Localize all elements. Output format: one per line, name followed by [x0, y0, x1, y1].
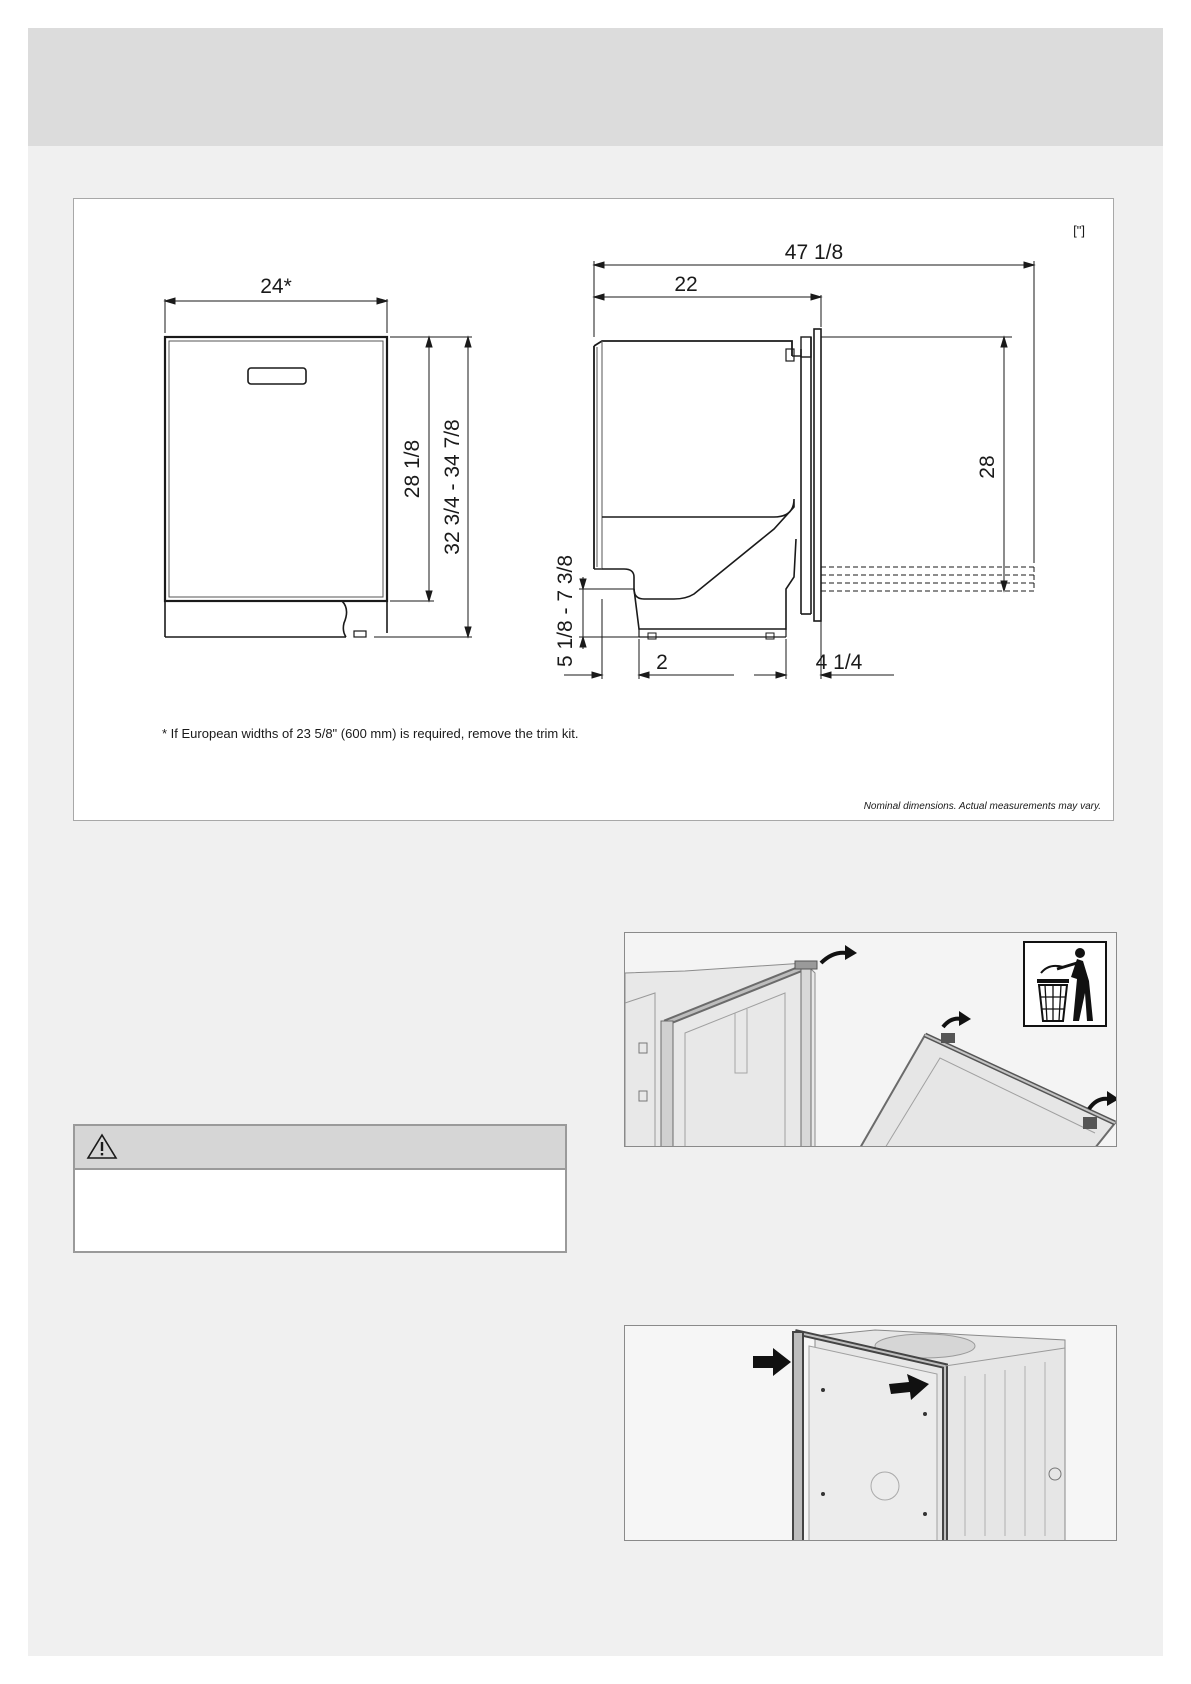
footnote — [162, 726, 578, 741]
front-height-total-label: 32 3/4 - 34 7/8 — [441, 419, 464, 555]
warning-box — [73, 1124, 567, 1253]
warning-header — [75, 1126, 565, 1170]
front-view-appliance — [165, 337, 387, 637]
side-view-appliance — [594, 329, 1034, 639]
side-depth-label: 22 — [674, 273, 698, 296]
footnote-text: If European widths of 23 5/8" (600 mm) is required, remove the trim kit. — [170, 726, 579, 741]
side-panel-offset-label: 4 1/4 — [815, 651, 863, 674]
side-height-label: 28 — [976, 455, 999, 479]
unit-label: ["] — [1073, 223, 1085, 238]
trash-bin-disposal-icon — [1024, 942, 1106, 1026]
header-band — [28, 28, 1163, 146]
front-width-label: 24* — [260, 275, 292, 298]
remove-trim-photo — [624, 932, 1117, 1147]
disclaimer: Nominal dimensions. Actual measurements may vary. — [863, 801, 1101, 812]
side-foot-depth-label: 2 — [656, 651, 668, 674]
dimension-diagram-panel — [73, 198, 1114, 821]
front-height-inner-label: 28 1/8 — [401, 439, 424, 499]
warning-triangle-icon — [85, 1132, 119, 1165]
attach-trim-photo — [624, 1325, 1117, 1541]
footnote-marker: * — [162, 726, 171, 741]
side-foot-height-label: 5 1/8 - 7 3/8 — [554, 554, 577, 668]
side-total-depth-label: 47 1/8 — [784, 241, 844, 264]
